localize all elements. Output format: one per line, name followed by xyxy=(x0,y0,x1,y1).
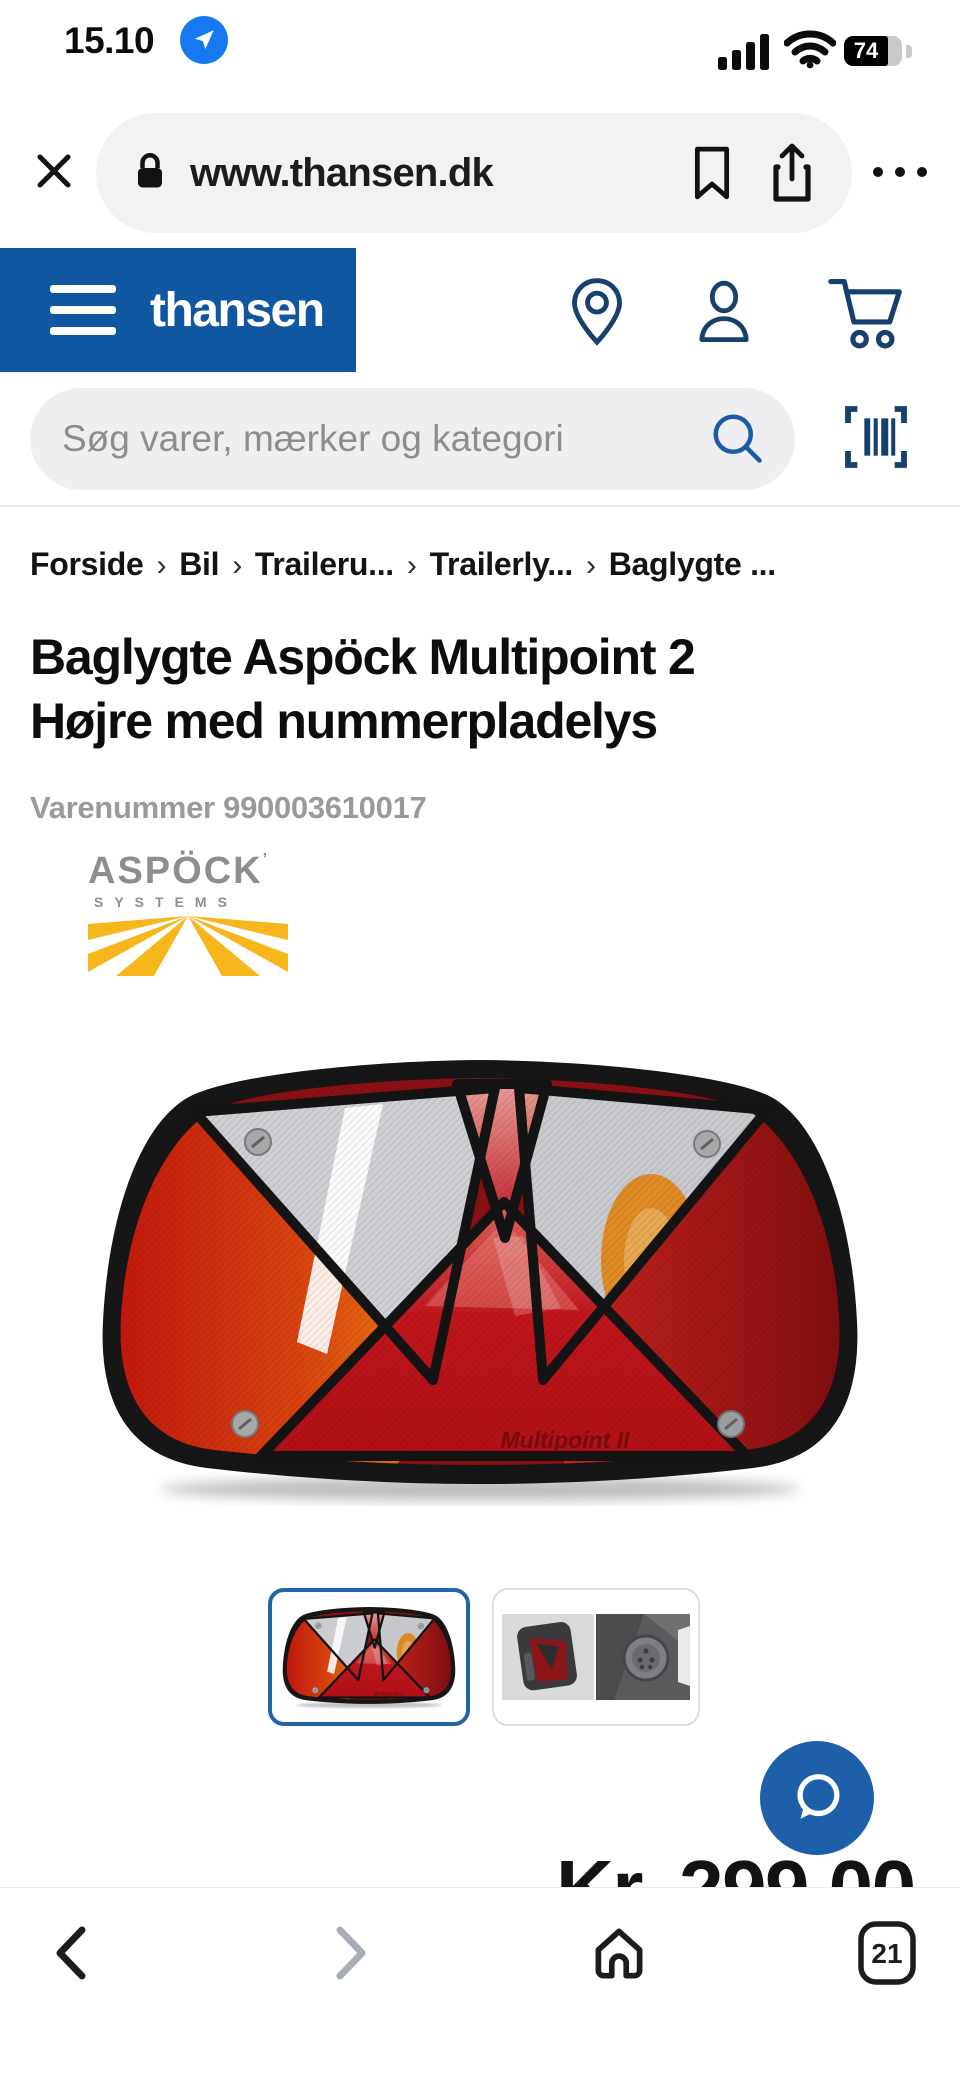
lock-icon xyxy=(132,149,168,198)
battery-icon xyxy=(844,36,902,66)
product-image[interactable] xyxy=(95,1056,865,1506)
speech-bubble-icon xyxy=(788,1769,846,1827)
brand-subtitle: SYSTEMS xyxy=(94,894,238,910)
account-button[interactable] xyxy=(687,276,761,348)
brand-mark: ’ xyxy=(262,851,270,868)
tab-count: 21 xyxy=(871,1938,903,1969)
bookmark-icon[interactable] xyxy=(690,143,734,203)
share-icon[interactable] xyxy=(768,143,816,203)
nav-forward-icon[interactable] xyxy=(320,1922,378,1984)
thumbnail-2[interactable] xyxy=(492,1588,700,1726)
search-input[interactable] xyxy=(60,417,705,461)
bottom-toolbar xyxy=(0,1887,960,2079)
nav-tabs-icon[interactable] xyxy=(856,1920,918,1986)
close-button[interactable] xyxy=(24,142,84,202)
site-logo[interactable]: thansen xyxy=(150,283,324,337)
sku-line xyxy=(30,790,426,826)
page-title xyxy=(30,629,930,760)
search-icon[interactable] xyxy=(705,407,769,471)
brand-name: ASPÖCK’ xyxy=(88,850,270,892)
cart-button[interactable] xyxy=(824,272,908,352)
brand-logo xyxy=(88,852,288,981)
nav-back-icon[interactable] xyxy=(44,1922,102,1984)
breadcrumb-link-forside[interactable]: Forside xyxy=(30,546,144,582)
breadcrumb-link-bil[interactable]: Bil xyxy=(179,546,220,582)
sku-label: Varenummer xyxy=(30,790,215,825)
cellular-signal-icon xyxy=(718,32,772,75)
thumbnail-1-selected[interactable] xyxy=(268,1588,470,1726)
barcode-scanner-icon[interactable] xyxy=(838,402,914,474)
hamburger-icon xyxy=(50,285,116,293)
store-locator-button[interactable] xyxy=(560,274,634,350)
breadcrumb: Forside › Bil › Traileru... › Trailerly... › Baglygte ... xyxy=(30,546,776,582)
url-bar[interactable] xyxy=(96,113,852,233)
breadcrumb-link-trailerudstyr[interactable]: Traileru... xyxy=(254,546,394,582)
header-divider xyxy=(0,505,960,507)
breadcrumb-link-trailerlygter[interactable]: Trailerly... xyxy=(429,546,574,582)
breadcrumb-link-baglygte[interactable]: Baglygte ... xyxy=(608,546,776,582)
wifi-icon xyxy=(784,30,836,75)
url-text: www.thansen.dk xyxy=(190,150,493,195)
brand-rays-icon xyxy=(88,914,288,976)
chat-button[interactable] xyxy=(760,1741,874,1855)
search-bar xyxy=(30,388,795,490)
nav-home-icon[interactable] xyxy=(586,1920,652,1986)
more-options-icon[interactable] xyxy=(866,150,934,196)
site-header-brand-block xyxy=(0,248,356,372)
location-arrow-icon xyxy=(180,16,228,64)
sku-value: 990003610017 xyxy=(223,790,427,825)
menu-button[interactable] xyxy=(50,285,116,335)
battery-percent: 74 xyxy=(853,38,879,63)
title-line-2: Højre med nummerpladelys xyxy=(30,693,657,749)
battery-nub xyxy=(906,45,912,58)
title-line-1: Baglygte Aspöck Multipoint 2 xyxy=(30,629,695,685)
status-time: 15.10 xyxy=(64,20,155,61)
